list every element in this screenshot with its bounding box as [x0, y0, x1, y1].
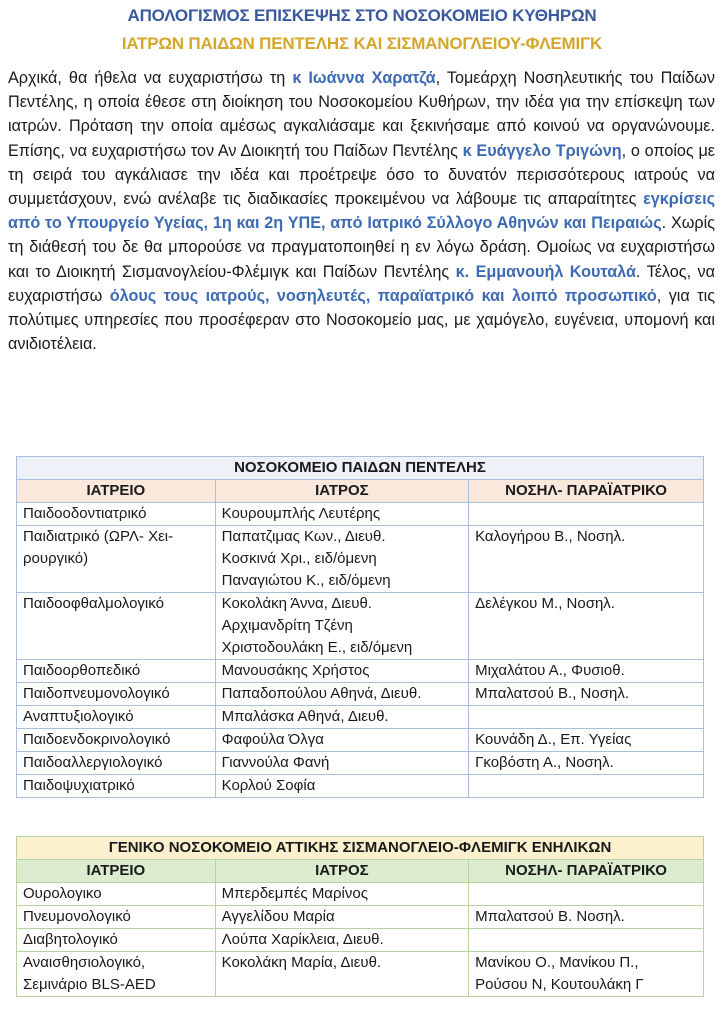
clinic-line: ρουργικό) — [23, 550, 89, 567]
doctor-cell — [215, 660, 468, 683]
column-header-clinic: ΙΑΤΡΕΙΟ — [17, 860, 216, 883]
clinic-cell — [17, 906, 216, 929]
doctor-cell — [215, 883, 468, 906]
staff-line: Μιχαλάτου Α., Φυσιοθ. — [475, 662, 625, 679]
staff-line: Καλογήρου Β., Νοσηλ. — [475, 528, 626, 545]
column-header-clinic: ΙΑΤΡΕΙΟ — [17, 480, 216, 503]
clinic-cell — [17, 729, 216, 752]
staff-cell — [469, 683, 704, 706]
staff-cell — [469, 526, 704, 593]
staff-line — [475, 706, 697, 728]
highlighted-text: εγκρίσεις από το Υπουργείο Υγείας, 1η και 2η ΥΠΕ, από Ιατρικό Σύλλογο Αθηνών και Πειραιώς — [8, 190, 715, 233]
clinic-line: Σεμινάριο BLS-AED — [23, 976, 156, 993]
column-header-doctor: ΙΑΤΡΟΣ — [215, 860, 468, 883]
doctor-line: Μπαλάσκα Αθηνά, Διευθ. — [221, 708, 389, 725]
staff-line: Μπαλατσού Β., Νοσηλ. — [475, 685, 629, 702]
staff-line — [475, 503, 697, 525]
clinic-line: Παιδοπνευμονολογικό — [23, 685, 170, 702]
table-row — [17, 683, 704, 706]
highlighted-text: κ Ευάγγελο Τριγώνη — [462, 141, 622, 160]
table-row — [17, 906, 704, 929]
clinic-line: Παιδιατρικό (ΩΡΛ- Χει- — [23, 528, 174, 545]
table-caption: ΓΕΝΙΚΟ ΝΟΣΟΚΟΜΕΙΟ ΑΤΤΙΚΗΣ ΣΙΣΜΑΝΟΓΛΕΙΟ-ΦΛΕΜΙΓΚ ΕΝΗΛΙΚΩΝ — [17, 837, 704, 860]
column-header-staff: ΝΟΣΗΛ- ΠΑΡΑΪΑΤΡΙΚΟ — [469, 480, 704, 503]
staff-cell — [469, 729, 704, 752]
doctor-cell — [215, 503, 468, 526]
doctor-cell — [215, 775, 468, 798]
staff-cell — [469, 952, 704, 997]
doctor-line: Μπερδεμπές Μαρίνος — [221, 885, 368, 902]
document-title: ΑΠΟΛΟΓΙΣΜΟΣ ΕΠΙΣΚΕΨΗΣ ΣΤΟ ΝΟΣΟΚΟΜΕΙΟ ΚΥΘΗΡΩΝ — [127, 6, 597, 25]
doctor-line: Γιαννούλα Φανή — [221, 754, 330, 771]
staff-line: Μπαλατσού Β. Νοσηλ. — [475, 908, 625, 925]
clinic-cell — [17, 593, 216, 660]
doctor-cell — [215, 593, 468, 660]
table-row — [17, 706, 704, 729]
table-row — [17, 526, 704, 593]
clinic-line: Παιδοψυχιατρικό — [23, 777, 135, 794]
staff-cell — [469, 775, 704, 798]
clinic-cell — [17, 683, 216, 706]
staff-cell — [469, 706, 704, 729]
staff-line: Κουνάδη Δ., Επ. Υγείας — [475, 731, 632, 748]
doctor-line: Αρχιμανδρίτη Τζένη — [221, 617, 353, 634]
table-row — [17, 593, 704, 660]
clinic-cell — [17, 503, 216, 526]
clinic-line: Παιδοαλλεργιολογικό — [23, 754, 163, 771]
doctor-cell — [215, 683, 468, 706]
clinic-line: Παιδοοδοντιατρικό — [23, 505, 147, 522]
clinic-cell — [17, 952, 216, 997]
paragraph-text: . Τέλος, να ευχαριστήσω — [8, 262, 715, 305]
table-row — [17, 503, 704, 526]
table-row — [17, 660, 704, 683]
column-header-doctor: ΙΑΤΡΟΣ — [215, 480, 468, 503]
staff-line — [475, 775, 697, 797]
intro-paragraph — [8, 66, 715, 356]
doctor-cell — [215, 929, 468, 952]
clinic-cell — [17, 660, 216, 683]
staff-line — [475, 929, 697, 951]
clinic-line: Διαβητολογικό — [23, 931, 118, 948]
doctor-line: Κοκολάκη Άννα, Διευθ. — [221, 595, 372, 612]
staff-line: Γκοβόστη Α., Νοσηλ. — [475, 754, 614, 771]
table-row — [17, 952, 704, 997]
highlighted-text: κ Ιωάννα Χαρατζά — [292, 69, 436, 87]
staff-line: Ρούσου Ν, Κουτουλάκη Γ — [475, 976, 644, 993]
doctor-line: Λούπα Χαρίκλεια, Διευθ. — [221, 931, 384, 948]
table-row — [17, 775, 704, 798]
doctor-line: Κορλού Σοφία — [221, 777, 316, 794]
doctor-line: Χριστοδουλάκη Ε., ειδ/όμενη — [221, 639, 413, 656]
table-row — [17, 883, 704, 906]
staff-cell — [469, 906, 704, 929]
doctor-line: Παναγιώτου Κ., ειδ/όμενη — [221, 572, 391, 589]
clinic-cell — [17, 706, 216, 729]
clinic-cell — [17, 883, 216, 906]
clinic-cell — [17, 775, 216, 798]
clinic-cell — [17, 526, 216, 593]
clinic-line: Παιδοορθοπεδικό — [23, 662, 141, 679]
doctor-line: Κουρουμπλής Λευτέρης — [221, 505, 381, 522]
table-row — [17, 929, 704, 952]
table-sismanogleio-fleming — [16, 836, 704, 997]
doctor-line: Φαφούλα Όλγα — [221, 731, 324, 748]
doctor-cell — [215, 952, 468, 997]
highlighted-text: όλους τους ιατρούς, νοσηλευτές, παραϊατρικό και λοιπό προσωπικό — [109, 286, 657, 305]
table-paidon-penteli — [16, 456, 704, 798]
table-row — [17, 729, 704, 752]
table-row — [17, 752, 704, 775]
column-header-staff: ΝΟΣΗΛ- ΠΑΡΑΪΑΤΡΙΚΟ — [469, 860, 704, 883]
clinic-cell — [17, 752, 216, 775]
clinic-line: Παιδοενδοκρινολογικό — [23, 731, 171, 748]
clinic-line: Παιδοοφθαλμολογικό — [23, 595, 164, 612]
doctor-line: Παπατζιμας Κων., Διευθ. — [221, 528, 386, 545]
staff-line: Δελέγκου Μ., Νοσηλ. — [475, 595, 615, 612]
paragraph-text: Αρχικά, θα ήθελα να ευχαριστήσω τη — [8, 69, 293, 87]
staff-line: Μανίκου Ο., Μανίκου Π., — [475, 954, 639, 971]
clinic-line: Αναπτυξιολογικό — [23, 708, 134, 725]
clinic-line: Αναισθησιολογικό, — [23, 954, 146, 971]
paragraph-text: , ο οποίος με τη σειρά του αγκάλιασε την ιδέα και προέτρεψε όσο το δυνατόν περισσότερους ιατρούς να συμμετάσχουν, ενώ ανέλαβε τις διαδικασίες προκειμένου να λάβουμε τις απαραίτητες — [8, 141, 715, 209]
clinic-cell — [17, 929, 216, 952]
paragraph-text: , Τομεάρχη Νοσηλευτικής του Παίδων Πεντέλης, η οποία έθεσε στη διοίκηση του Νοσοκομείου Κυθήρων, την ιδέα για την επίσκεψη των ιατρών. Πρόταση την οποία αμέσως αγκαλιάσαμε και ξεκινήσαμε από κοινού να οργανώνουμε. Επίσης, να ευχαριστήσω τον Αν Διοικητή του Παίδων Πεντέλης — [8, 69, 715, 160]
staff-cell — [469, 752, 704, 775]
doctor-cell — [215, 526, 468, 593]
paragraph-text: , για τις πολύτιμες υπηρεσίες που προσέφεραν στο Νοσοκομείο μας, με χαμόγελο, ευγένεια, υπομονή και ανιδιοτέλεια. — [8, 286, 715, 354]
staff-cell — [469, 503, 704, 526]
table-caption: ΝΟΣΟΚΟΜΕΙΟ ΠΑΙΔΩΝ ΠΕΝΤΕΛΗΣ — [17, 457, 704, 480]
doctor-line: Παπαδοπούλου Αθηνά, Διευθ. — [221, 685, 422, 702]
clinic-line: Ουρολογικο — [23, 885, 102, 902]
staff-line — [475, 883, 697, 905]
doctor-line: Μανουσάκης Χρήστος — [221, 662, 370, 679]
doctor-cell — [215, 706, 468, 729]
clinic-line: Πνευμονολογικό — [23, 908, 131, 925]
doctor-line: Κοσκινά Χρι., ειδ/όμενη — [221, 550, 377, 567]
staff-cell — [469, 929, 704, 952]
document-subtitle: ΙΑΤΡΩΝ ΠΑΙΔΩΝ ΠΕΝΤΕΛΗΣ ΚΑΙ ΣΙΣΜΑΝΟΓΛΕΙΟΥ-ΦΛΕΜΙΓΚ — [121, 34, 603, 53]
staff-cell — [469, 593, 704, 660]
staff-cell — [469, 883, 704, 906]
doctor-cell — [215, 752, 468, 775]
paragraph-text: . Χωρίς τη διάθεσή του δε θα μπορούσε να πραγματοποιηθεί η εν λόγω δράση. Ομοίως να ευχαριστήσω και το Διοικητή Σισμανογλείου-Φλέμιγκ και Παίδων Πεντέλης — [8, 214, 715, 281]
highlighted-text: κ. Εμμανουήλ Κουταλά — [455, 262, 636, 281]
doctor-cell — [215, 906, 468, 929]
doctor-line: Κοκολάκη Μαρία, Διευθ. — [221, 954, 382, 971]
doctor-cell — [215, 729, 468, 752]
staff-cell — [469, 660, 704, 683]
doctor-line: Αγγελίδου Μαρία — [221, 908, 335, 925]
